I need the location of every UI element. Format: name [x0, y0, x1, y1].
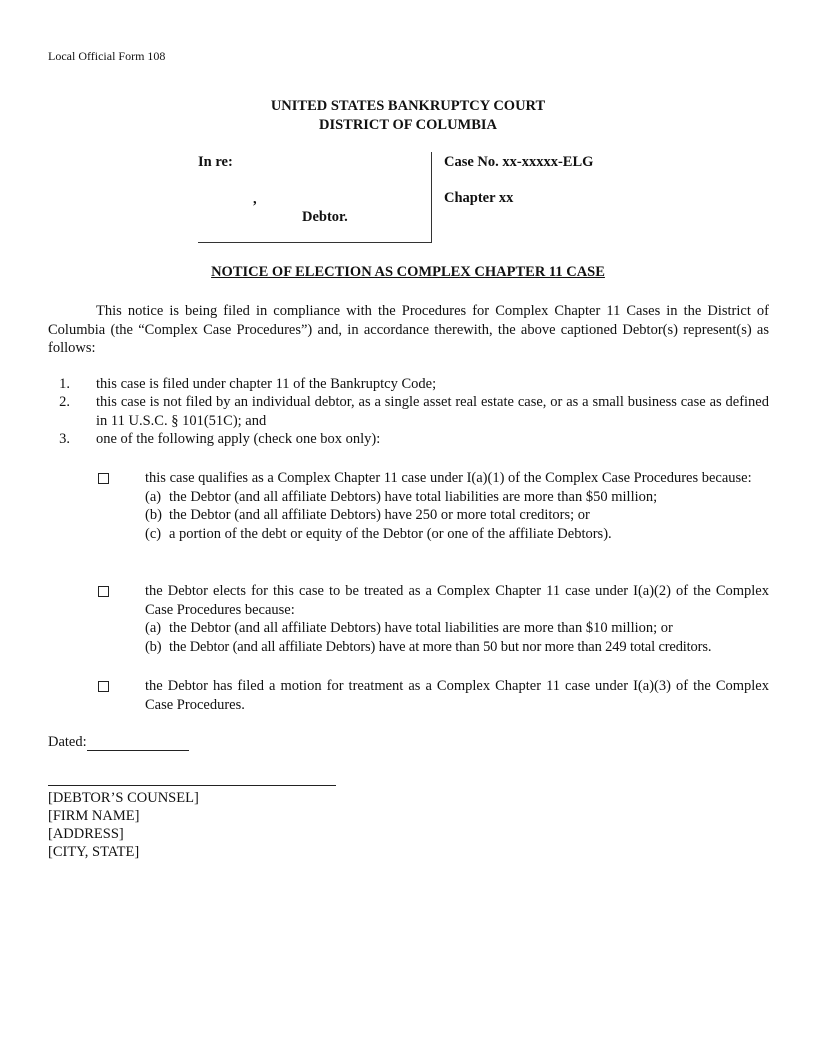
notice-title: NOTICE OF ELECTION AS COMPLEX CHAPTER 11 CASE — [211, 264, 605, 280]
list-item-number: 1. — [59, 376, 70, 392]
list-item-number: 3. — [59, 431, 70, 447]
option-2-checkbox[interactable] — [98, 586, 109, 597]
option-1-sub-a: (a) the Debtor (and all affiliate Debtors) have total liabilities are more than $50 million; — [145, 488, 658, 505]
case-number: Case No. xx-xxxxx-ELG — [444, 154, 594, 170]
option-1-text: this case qualifies as a Complex Chapter 11 case under I(a)(1) of the Complex Case Procedures because: — [145, 470, 752, 486]
list-item-text: one of the following apply (check one box only): — [96, 431, 381, 447]
firm-name: [FIRM NAME] — [48, 808, 140, 824]
date-blank-line[interactable] — [87, 736, 189, 751]
option-3-text: the Debtor has filed a motion for treatment as a Complex Chapter 11 case under I(a)(3) of the Complex Case Procedures. — [145, 678, 769, 713]
option-3 — [145, 677, 769, 714]
caption-divider-vertical — [431, 152, 432, 243]
option-2-sub-b: (b) the Debtor (and all affiliate Debtors) have at more than 50 but nor more than 249 total creditors. — [145, 638, 712, 655]
list-item-text: this case is not filed by an individual debtor, as a single asset real estate case, or as a small business case as defined in 11 U.S.C. § 101(51C); and — [96, 394, 769, 429]
in-re-label: In re: — [198, 154, 233, 170]
list-item-number: 2. — [59, 394, 70, 410]
option-2-text: the Debtor elects for this case to be treated as a Complex Chapter 11 case under I(a)(2) of the Complex Case Procedures because: — [145, 583, 769, 618]
court-district: DISTRICT OF COLUMBIA — [318, 117, 498, 133]
list-item — [48, 375, 769, 394]
debtor-name-comma: , — [253, 191, 257, 207]
caption-divider-horizontal — [198, 242, 432, 243]
list-item-text: this case is filed under chapter 11 of the Bankruptcy Code; — [96, 376, 437, 392]
city-state: [CITY, STATE] — [48, 844, 140, 860]
option-2 — [145, 582, 769, 656]
dated-field — [48, 734, 189, 751]
list-item — [48, 393, 769, 431]
address: [ADDRESS] — [48, 826, 124, 842]
option-2-sub-a: (a) the Debtor (and all affiliate Debtors) have total liabilities are more than $10 million; or — [145, 620, 673, 636]
form-identifier: Local Official Form 108 — [48, 49, 166, 63]
counsel-name: [DEBTOR’S COUNSEL] — [48, 790, 199, 806]
option-1-sub-b: (b) the Debtor (and all affiliate Debtors) have 250 or more total creditors; or — [145, 507, 590, 523]
debtor-label: Debtor. — [302, 209, 348, 225]
option-1-checkbox[interactable] — [98, 473, 109, 484]
dated-label: Dated: — [48, 734, 87, 750]
chapter-number: Chapter xx — [444, 190, 514, 206]
option-3-checkbox[interactable] — [98, 681, 109, 692]
option-1 — [145, 469, 769, 543]
signature-line[interactable] — [48, 785, 336, 786]
intro-paragraph: This notice is being filed in compliance with the Procedures for Complex Chapter 11 Cases in the District of Columbia (the “Complex Case Procedures”) and, in accordance therewith, the above captioned Debtor(s) represent(s) as follows: — [48, 303, 769, 356]
option-1-sub-c: (c) a portion of the debt or equity of the Debtor (or one of the affiliate Debtors). — [145, 525, 612, 542]
court-name: UNITED STATES BANKRUPTCY COURT — [270, 98, 546, 114]
list-item — [48, 430, 769, 449]
